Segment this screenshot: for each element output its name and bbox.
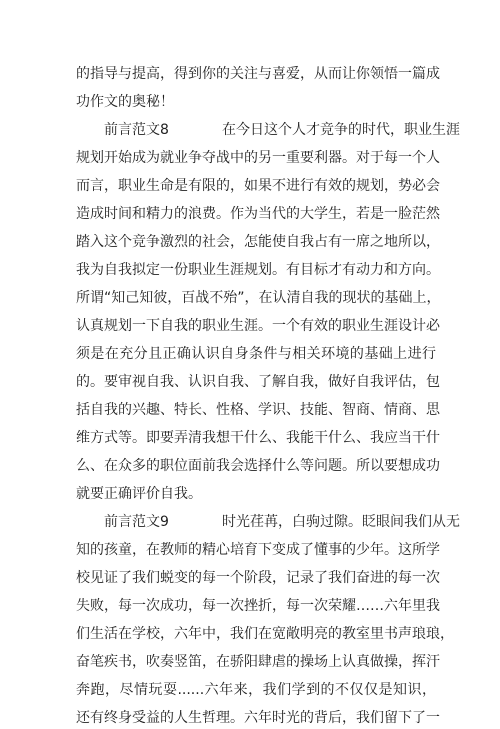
text-line: 认真规划一下自我的职业生涯。一个有效的职业生涯设计必 (76, 318, 440, 334)
text-line: 校见证了我们蜕变的每一个阶段，记录了我们奋进的每一次 (76, 570, 440, 586)
text-line: 规划开始成为就业争夺战中的另一重要利器。对于每一个人 (76, 150, 440, 166)
text-line: 们生活在学校，六年中，我们在宽敞明亮的教室里书声琅琅， (76, 626, 454, 642)
text-line: 功作文的奥秘！ (76, 94, 174, 110)
text-line: 我为自我拟定一份职业生涯规划。有目标才有动力和方向。 (76, 262, 440, 278)
paragraph-start-line (104, 119, 460, 141)
paragraph-start-line (104, 511, 460, 533)
text-line: 括自我的兴趣、特长、性格、学识、技能、智商、情商、思 (76, 402, 440, 418)
text-span: 在今日这个人才竞争的时代，职业生涯 (222, 122, 460, 138)
text-line: 么、在众多的职位面前我会选择什么等问题。所以要想成功 (76, 458, 440, 474)
text-span: 时光荏苒，白驹过隙。眨眼间我们从无 (222, 514, 460, 530)
text-line: 奋笔疾书，吹奏竖笛，在骄阳肆虐的操场上认真做操，挥汗 (76, 654, 440, 670)
section-heading-essay-8: 前言范文8 (104, 122, 169, 138)
text-line: 的。要审视自我、认识自我、了解自我，做好自我评估，包 (76, 374, 440, 390)
text-line: 造成时间和精力的浪费。作为当代的大学生，若是一脸茫然 (76, 206, 440, 222)
section-heading-essay-9: 前言范文9 (104, 514, 169, 530)
text-line: 而言，职业生命是有限的，如果不进行有效的规划，势必会 (76, 178, 440, 194)
text-line: 就要正确评价自我。 (76, 486, 202, 502)
text-line: 所谓“知己知彼，百战不殆”，在认清自我的现状的基础上， (76, 290, 441, 306)
text-line: 须是在充分且正确认识自身条件与相关环境的基础上进行 (76, 346, 436, 362)
text-line: 奔跑，尽情玩耍......六年来，我们学到的不仅仅是知识， (76, 682, 436, 698)
text-line: 知的孩童，在教师的精心培育下变成了懂事的少年。这所学 (76, 542, 440, 558)
text-line: 还有终身受益的人生哲理。六年时光的背后，我们留下了一 (76, 710, 440, 726)
text-line: 维方式等。即要弄清我想干什么、我能干什么、我应当干什 (76, 430, 440, 446)
text-line: 失败，每一次成功，每一次挫折，每一次荣耀……六年里我 (76, 598, 440, 614)
text-line: 的指导与提高，得到你的关注与喜爱，从而让你领悟一篇成 (76, 66, 440, 82)
text-line: 踏入这个竞争激烈的社会，怎能使自我占有一席之地所以， (76, 234, 440, 250)
